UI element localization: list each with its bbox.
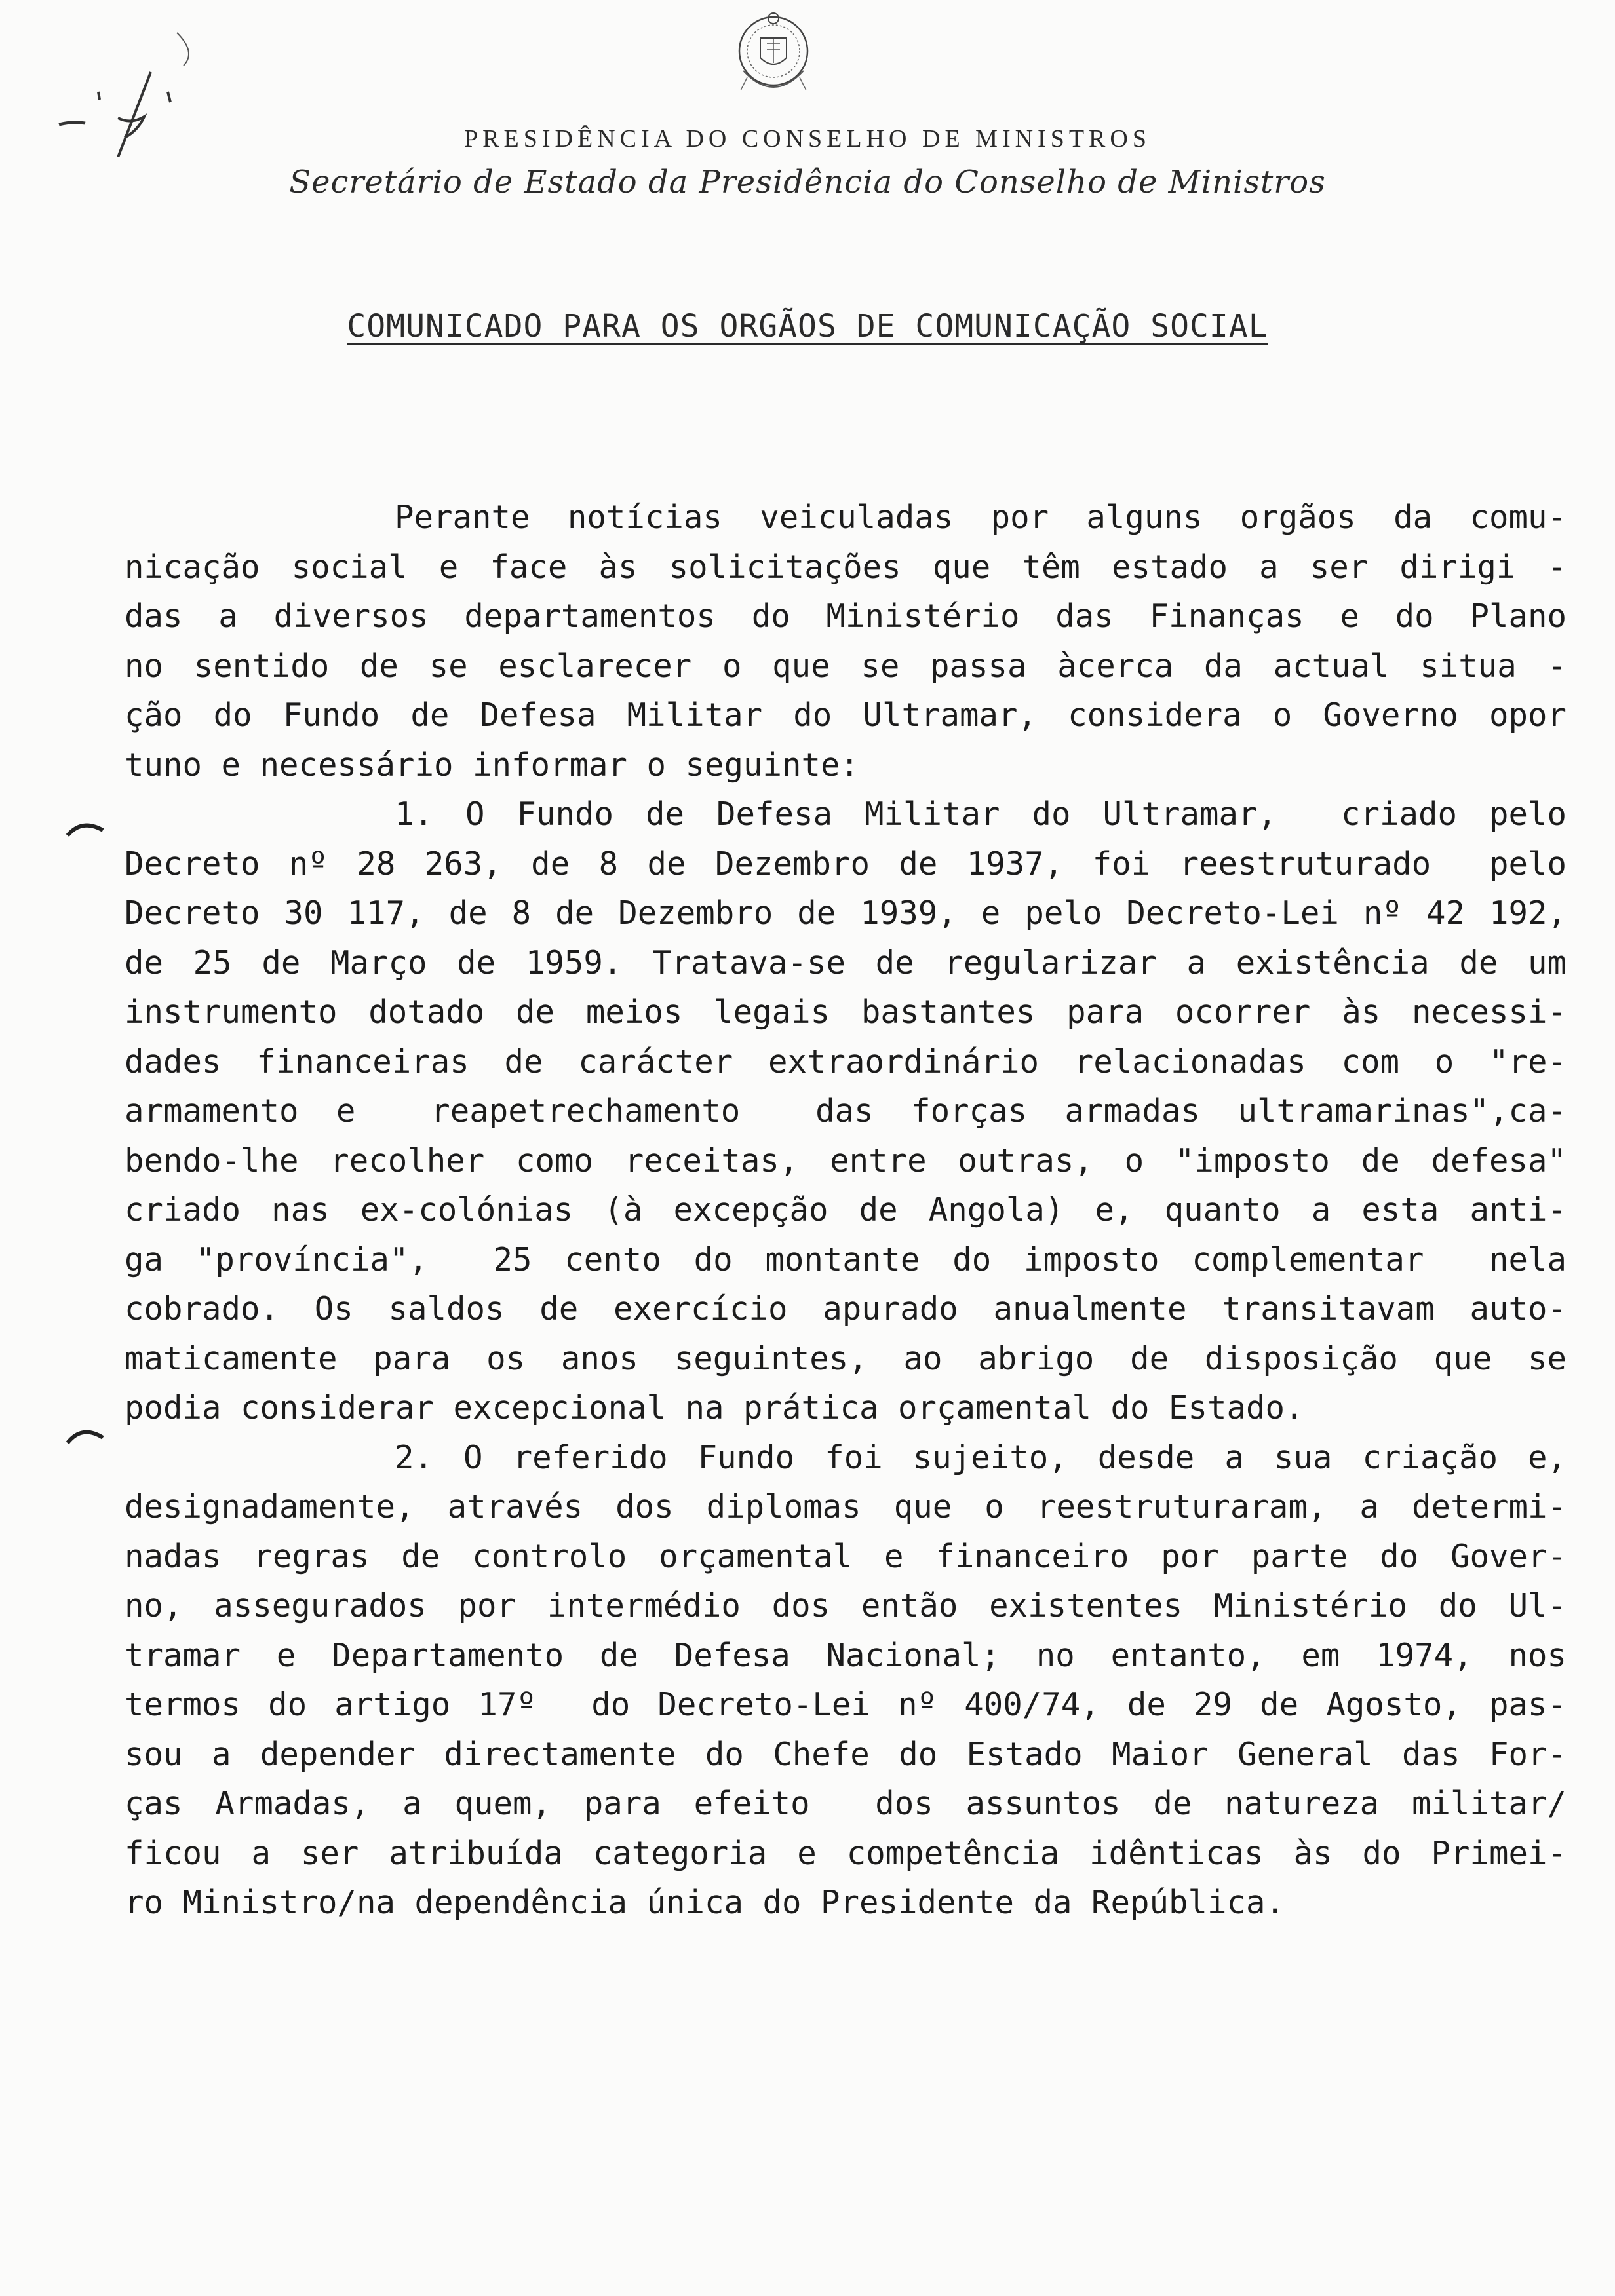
- text-line: criado nas ex-colónias (à excepção de Angola) e, quanto a esta anti-: [125, 1191, 1566, 1229]
- text-line: ficou a ser atribuída categoria e competência idênticas às do Primei-: [125, 1834, 1566, 1872]
- text-line: cobrado. Os saldos de exercício apurado anualmente transitavam auto-: [125, 1290, 1566, 1328]
- margin-bracket-mark: [62, 1422, 108, 1448]
- text-line: sou a depender directamente do Chefe do Estado Maior General das For-: [125, 1735, 1566, 1773]
- body-text: [125, 493, 1566, 1928]
- paragraph-intro: [125, 493, 1566, 790]
- text-line: 2. O referido Fundo foi sujeito, desde a sua criação e,: [395, 1438, 1566, 1476]
- text-line: das a diversos departamentos do Ministério das Finanças e do Plano: [125, 598, 1566, 635]
- text-line: armamento e reapetrechamento das forças armadas ultramarinas",ca-: [125, 1092, 1566, 1130]
- document-title-text: COMUNICADO PARA OS ORGÃOS DE COMUNICAÇÃO SOCIAL: [347, 308, 1268, 345]
- text-line: ças Armadas, a quem, para efeito dos assuntos de natureza militar/: [125, 1785, 1566, 1822]
- text-line: 1. O Fundo de Defesa Militar do Ultramar, criado pelo: [395, 795, 1566, 833]
- text-line: termos do artigo 17º do Decreto-Lei nº 400/74, de 29 de Agosto, pas-: [125, 1686, 1566, 1723]
- text-line: designadamente, através dos diplomas que o reestruturaram, a determi-: [125, 1488, 1566, 1525]
- text-line: Perante notícias veiculadas por alguns orgãos da comu-: [395, 499, 1566, 536]
- text-line: ção do Fundo de Defesa Militar do Ultramar, considera o Governo opor: [125, 697, 1566, 734]
- text-line: tuno e necessário informar o seguinte:: [125, 746, 860, 784]
- text-line: podia considerar excepcional na prática orçamental do Estado.: [125, 1389, 1304, 1426]
- text-line: nicação social e face às solicitações que têm estado a ser dirigi -: [125, 548, 1566, 586]
- text-line: Decreto 30 117, de 8 de Dezembro de 1939, e pelo Decreto-Lei nº 42 192,: [125, 894, 1566, 932]
- text-line: no, assegurados por intermédio dos então existentes Ministério do Ul-: [125, 1587, 1566, 1624]
- text-line: dades financeiras de carácter extraordinário relacionadas com o "re-: [125, 1043, 1566, 1081]
- text-line: bendo-lhe recolher como receitas, entre outras, o "imposto de defesa": [125, 1141, 1566, 1179]
- document-title: [0, 308, 1615, 345]
- organization-subtitle: Secretário de Estado da Presidência do Conselho de Ministros: [289, 164, 1326, 201]
- text-line: ga "província", 25 cento do montante do imposto complementar nela: [125, 1240, 1566, 1278]
- paragraph-1: [125, 790, 1566, 1433]
- text-line: de 25 de Março de 1959. Tratava-se de regularizar a existência de um: [125, 944, 1566, 982]
- text-line: Decreto nº 28 263, de 8 de Dezembro de 1937, foi reestruturado pelo: [125, 845, 1566, 883]
- margin-bracket-mark: [62, 816, 108, 842]
- paragraph-2: [125, 1433, 1566, 1928]
- text-line: no sentido de se esclarecer o que se passa àcerca da actual situa -: [125, 647, 1566, 685]
- text-line: ro Ministro/na dependência única do Presidente da República.: [125, 1884, 1285, 1921]
- organization-name: PRESIDÊNCIA DO CONSELHO DE MINISTROS: [464, 125, 1151, 153]
- text-line: nadas regras de controlo orçamental e financeiro por parte do Gover-: [125, 1537, 1566, 1575]
- coat-of-arms-seal: [721, 5, 826, 110]
- text-line: tramar e Departamento de Defesa Nacional; no entanto, em 1974, nos: [125, 1636, 1566, 1674]
- text-line: maticamente para os anos seguintes, ao abrigo de disposição que se: [125, 1339, 1566, 1377]
- text-line: instrumento dotado de meios legais bastantes para ocorrer às necessi-: [125, 993, 1566, 1031]
